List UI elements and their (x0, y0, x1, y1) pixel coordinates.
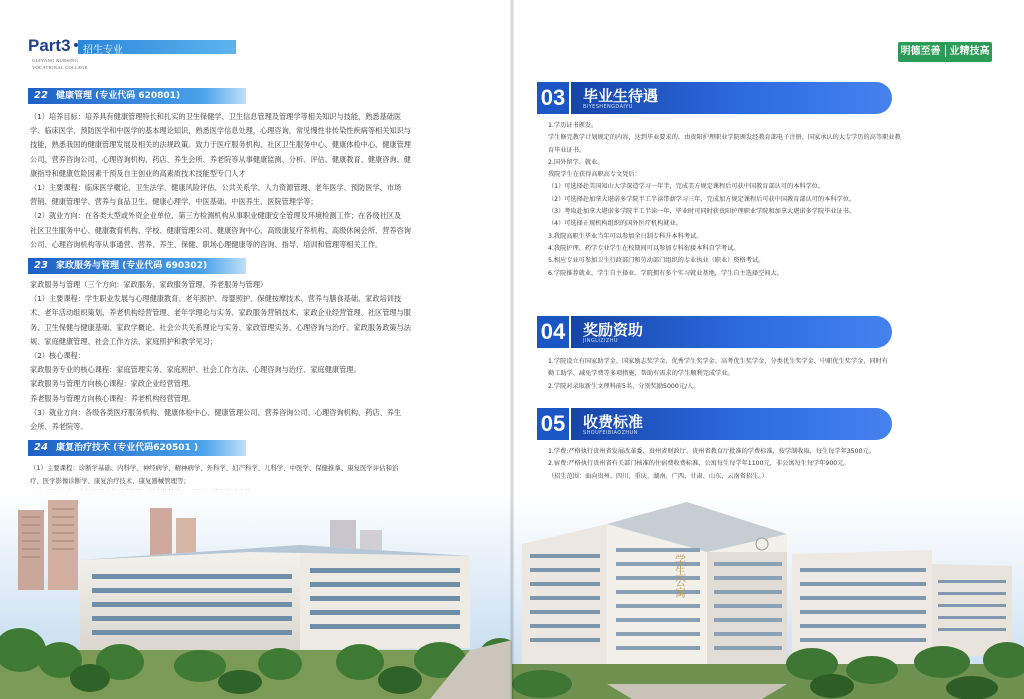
text-line: 2.学院对录取新生文理科前5名，分别奖励5000元/人。 (548, 382, 700, 390)
major-body-22 (30, 110, 490, 252)
dot-icon (74, 43, 78, 47)
campus-photo-right (512, 494, 1024, 699)
text-line: 勤工助学、减免学费等多项措施，帮助有需求的学生顺利完成学业。 (548, 370, 734, 378)
text-line: 家政服务专业的核心课程：家庭管理实务、家庭照护、社会工作方法、心理咨询与治疗、家庭健康管理。 (30, 365, 361, 375)
text-line: 会所、养老院等。 (30, 422, 88, 432)
text-line: 疗、医学影像诊断学、康复治疗技术、康复器械管理等； (30, 476, 190, 485)
text-line: （1）主要课程：学生职业发展与心理健康教育、老年照护、母婴照护、保健按摩技术、营养与膳食基础、家政培训技 (30, 294, 402, 304)
college-name-line1: GUIYANG NURSING (32, 58, 79, 63)
section-pinyin: SHOUFEIBIAOZHUN (583, 430, 638, 436)
major-header-22 (28, 88, 246, 104)
motto-divider (945, 45, 946, 57)
text-line: 养老服务与管理方向核心课程：养老机构经营管理。 (30, 393, 196, 403)
text-line: 康指导和健康危险因素干预及自主创业的高素质技术技能型专门人才 (30, 168, 246, 178)
major-number: 23 (34, 260, 48, 271)
text-line: 术、老年活动组织策划、养老机构经营管理、老年学理论与实务、家政服务营销技术、家政企业经营管理、社区管理与服 (30, 308, 411, 318)
text-line: 2.国外留学、就业。 (548, 158, 604, 166)
text-line: （4）可选择正规机构组织的国外医疗机构就业。 (548, 220, 682, 228)
text-line: （3）考取赴加拿大堪诺多学院半工半读一年，毕业时可同时获贵阳护理职业学院和加拿大堪诺多学院毕业证书。 (548, 208, 856, 216)
section-pinyin: JINGLIZIZHU (583, 338, 618, 344)
text-line: 家政服务与管理（三个方向：家政服务、家政服务管理、养老服务与管理） (30, 280, 268, 289)
section-number: 05 (537, 408, 569, 440)
text-line: 1.学院设立有国家助学金、国家励志奖学金、优秀学生奖学金、高考优生奖学金、分类优生奖学金、中职优生奖学金，同时有 (548, 358, 889, 365)
section-title: 奖励资助 (583, 321, 644, 339)
campus-photo-left (0, 490, 512, 699)
text-line: 6.学院推荐就业，学生自主择业。学院拥有多个实习就业基地，学生自主选择空间大。 (548, 269, 783, 277)
major-title: 健康管理 (专业代码 620801) (56, 91, 181, 101)
text-line: 务、卫生保健与健康基础、家政学概论、社会公共关系理论与实务、家政管理实务、心理咨询与治疗、家政服务政策与法 (30, 322, 411, 332)
text-line: 4.我院护理、药学专业学生在校期间可以参加专科衔接本科自学考试。 (548, 244, 740, 252)
text-line: （1）主要课程：临床医学概论、卫生法学、健康风险评估、公共关系学、人力资源管理、老年医学、预防医学、市场 (30, 183, 402, 193)
campus-illustration-left (0, 490, 512, 699)
section-title: 招生专业 (83, 45, 123, 56)
text-line: 我院学生在获得高职高专文凭后： (548, 171, 641, 179)
section-body-04 (548, 356, 998, 393)
text-line: 育毕业证书。 (548, 146, 586, 154)
text-line: 营销、健康管理学、营养与食品卫生、健康心理学、中医基础、中医养生、医院管理学等； (30, 197, 318, 207)
text-line: （招生范围：面向贵州、四川、重庆、湖南、广西、甘肃、山东、云南省招生。） (548, 472, 768, 480)
campus-illustration-right (512, 494, 1024, 699)
text-line: （2）可选择赴加拿大堪诺多学院半工半读带薪学习三年，完成加方规定课程后可获中国教育部认可的本科学位。 (548, 195, 856, 203)
text-line: （2）核心课程： (30, 351, 85, 361)
right-page (512, 0, 1024, 699)
text-line: （1）培养目标：培养具有健康管理特长和扎实的卫生保健学、卫生信息管理及管理学等相关知识与技能，熟悉基础医 (30, 112, 402, 121)
section-number: 03 (537, 82, 569, 114)
text-line: 规、家庭健康管理、社会工作方法、家庭照护和教学见习； (30, 336, 217, 346)
major-title: 家政服务与管理 (专业代码 690302) (56, 261, 208, 271)
text-line: 家政服务与管理方向核心课程：家政企业经营管理。 (30, 379, 196, 389)
section-header-05 (537, 408, 892, 440)
major-number: 24 (34, 442, 48, 453)
college-name-line2: VOCATIONAL COLLEGE (32, 65, 88, 70)
building-sign-text: 学生公寓 (673, 554, 687, 598)
text-line: 2.宿费:严格执行贵州省有关部门核准的住宿费收费标准，公寓每生每学年1100元，非公寓每生每学年900元。 (548, 460, 850, 468)
major-header-23 (28, 258, 246, 274)
part-label: Part3 (28, 36, 81, 56)
section-pinyin: BIYESHENGDAIYU (583, 104, 633, 110)
text-line: 学生修完教学计划规定的内容，达到毕业要求的，由贵阳护理职业学院颁发经教育部电子注册、国家承认的大专学历的高等职业教 (548, 134, 901, 142)
page-fold (510, 0, 514, 699)
text-line: （3）就业方向：各级各类医疗服务机构、健康体检中心、健康管理公司、营养咨询公司、心理咨询机构、药店、养生 (30, 407, 402, 417)
text-line: 学、临床医学、预防医学和中医学的基本理论知识，熟悉医学信息处理，心理咨询，常见慢性非传染性疾病等相关知识与 (30, 126, 411, 136)
text-line: 公司、营养咨询公司、心理咨询机构、药店、养生会所、养老院等从事健康监测、分析、评估、健康教育、健康咨询、健 (30, 154, 411, 164)
section-header-03 (537, 82, 892, 114)
section-banner (78, 40, 236, 54)
motto-right: 业精技高 (949, 46, 990, 57)
text-line: 1.学费:严格执行贵州省发展改革委、贵州省财政厅、贵州省教育厅批准的学费标准，按学制收取，每生每学年3500元。 (548, 448, 875, 455)
text-line: （2）就业方向：在各类大型或外资企业单位、第三方检测机构从事职业健康安全管理及环境检测工作；在各级社区及 (30, 211, 402, 221)
section-number: 04 (537, 316, 569, 348)
text-line: 社区卫生服务中心、健康教育机构、学校、健康管理公司、健康咨询中心、高级康复疗养机构、高级休闲会所、营养咨询 (30, 225, 411, 235)
text-line: （1）主要课程：诊断学基础、内科学、神经病学、精神病学、外科学、妇产科学、儿科学、中医学、保健推拿、康复医学评估和治 (30, 464, 399, 472)
motto-left: 明德至善 (900, 46, 941, 57)
major-header-24 (28, 440, 246, 456)
section-header-04 (537, 316, 892, 348)
text-line: 5.相应专业可参加卫生行政部门和劳动部门组织的专业执业（职业）资格考试。 (548, 257, 765, 265)
text-line: 1.学历证书颁发。 (548, 122, 598, 129)
major-number: 22 (34, 90, 48, 101)
major-body-23 (30, 278, 490, 434)
section-title: 毕业生待遇 (583, 87, 659, 105)
major-title: 康复治疗技术 (专业代码620501 ) (56, 443, 199, 453)
section-title: 收费标准 (583, 413, 644, 431)
text-line: 公司、心理咨询机构等从事通营、营养、养生、保健、职场心理健康等的咨询、指导、培训和管理等相关工作。 (30, 239, 383, 249)
text-line: （1）可选择赴美国知山大学深造学习一年半，完成美方规定课程后可获中国教育部认可的本科学位。 (548, 183, 825, 191)
section-body-05 (548, 446, 998, 483)
text-line: 3.我院高职生毕业当年可以参加全日制专科升本科考试。 (548, 232, 703, 240)
text-line: 技能，熟悉我国的健康管理发展及相关的法规政策。致力于医疗服务机构、社区卫生服务中心、健康体检中心、健康管理 (30, 140, 411, 150)
motto-badge (898, 42, 992, 62)
section-body-03 (548, 120, 998, 280)
